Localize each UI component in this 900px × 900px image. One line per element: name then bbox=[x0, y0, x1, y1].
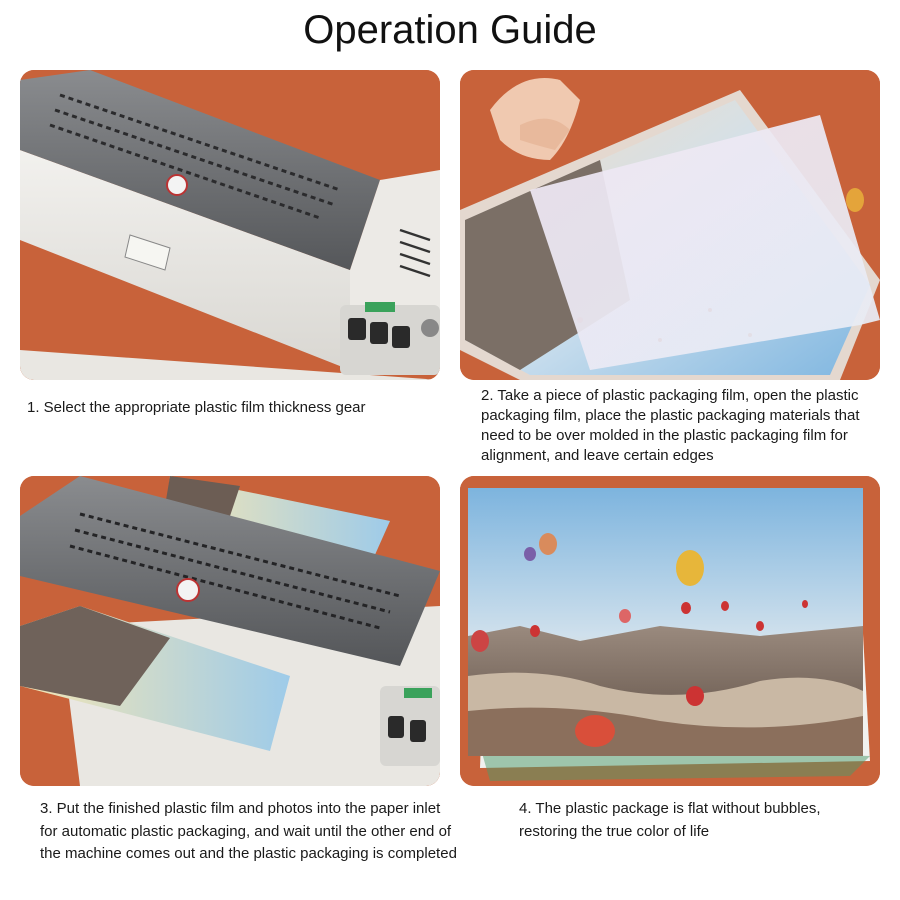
step3-image bbox=[20, 476, 440, 786]
step1-caption: 1. Select the appropriate plastic film thickness gear bbox=[27, 399, 366, 416]
step2-caption: 2. Take a piece of plastic packaging film, open the plastic packaging film, place the plastic packaging materials that need to be over molded in the plastic packaging film for alignment, and leave certain edges bbox=[481, 387, 860, 464]
step4-caption: 4. The plastic package is flat without bubbles, restoring the true color of life bbox=[519, 800, 821, 840]
step4-image bbox=[460, 476, 880, 786]
step3-caption: 3. Put the finished plastic film and photos into the paper inlet for automatic plastic packaging, and wait until the other end of the machine comes out and the plastic packaging is completed bbox=[40, 800, 457, 862]
step1-image bbox=[20, 70, 440, 380]
step2-image bbox=[460, 70, 880, 380]
page-title: Operation Guide bbox=[303, 8, 597, 52]
